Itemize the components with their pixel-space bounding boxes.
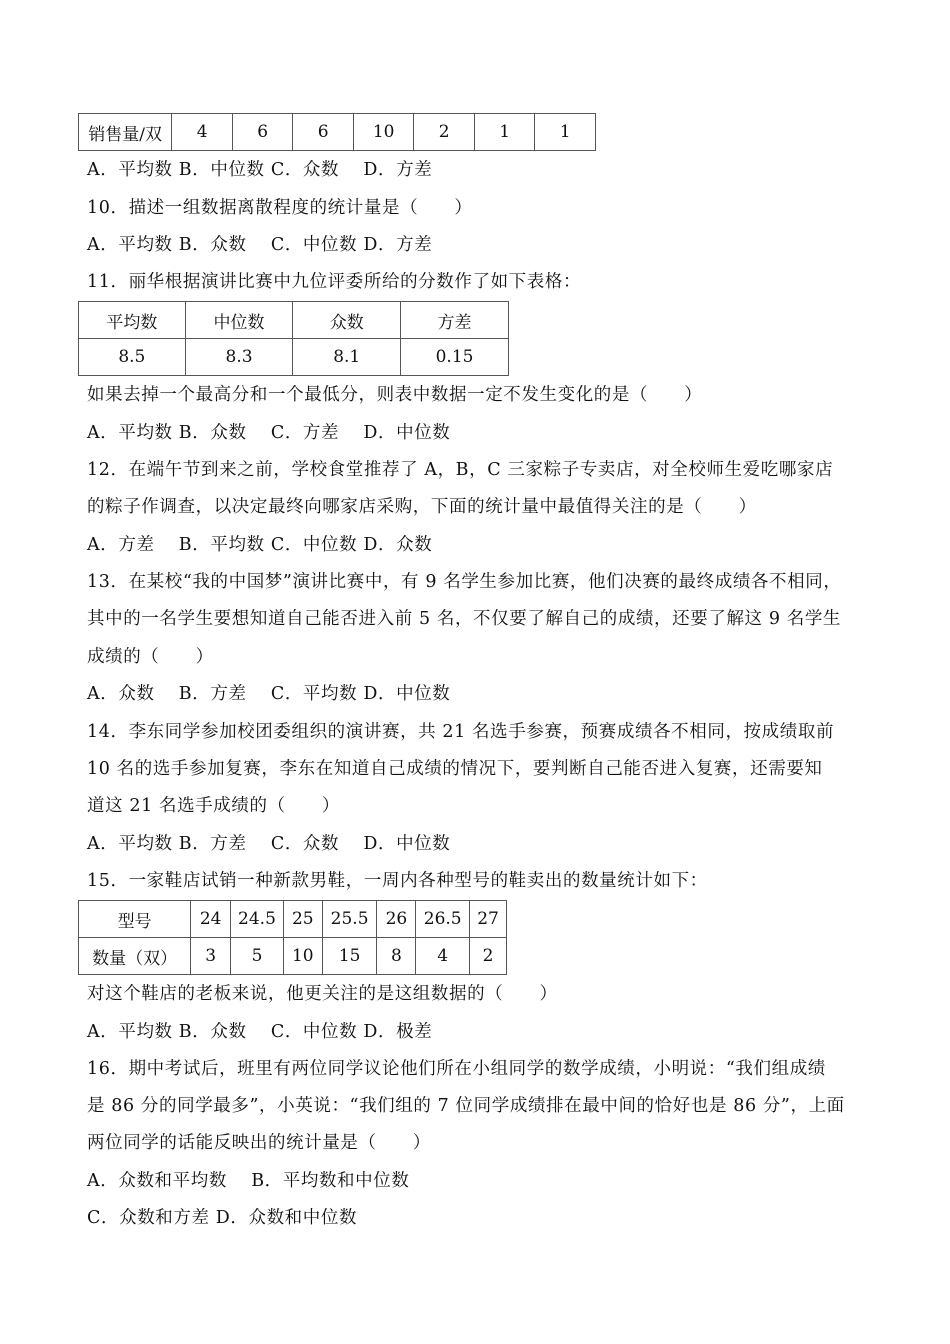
- q15-question: 对这个鞋店的老板来说，他更关注的是这组数据的（ ）: [87, 984, 558, 1004]
- q14-stem-line-2: 10 名的选手参加复赛，李东在知道自己成绩的情况下，要判断自己能否进入复赛，还需要知: [87, 759, 823, 779]
- table-cell: 6: [232, 114, 293, 151]
- table-row: [79, 302, 509, 339]
- q9-options: A．平均数 B．中位数 C．众数 D．方差: [87, 160, 433, 180]
- table-row: [79, 938, 507, 975]
- table-cell: 5: [231, 938, 284, 975]
- q13-stem-line-3: 成绩的（ ）: [87, 647, 214, 667]
- table-cell: 25: [283, 901, 322, 938]
- table-cell: 6: [293, 114, 354, 151]
- table-cell: 3: [191, 938, 231, 975]
- table-cell: 24.5: [231, 901, 284, 938]
- q16-stem-line-3: 两位同学的话能反映出的统计量是（ ）: [87, 1133, 431, 1153]
- score-table: [78, 301, 509, 376]
- table-cell: 26: [377, 901, 416, 938]
- table-cell: 1: [474, 114, 535, 151]
- table-cell: 2: [414, 114, 475, 151]
- q14-stem-line-3: 道这 21 名选手成绩的（ ）: [87, 796, 340, 816]
- table-header: 中位数: [185, 302, 293, 339]
- table-cell: 25.5: [322, 901, 377, 938]
- q16-stem-line-1: 16．期中考试后，班里有两位同学议论他们所在小组同学的数学成绩，小明说：“我们组成绩: [87, 1059, 826, 1079]
- sales-table: [78, 113, 596, 151]
- q12-stem-line-1: 12．在端午节到来之前，学校食堂推荐了 A，B，C 三家粽子专卖店，对全校师生爱吃哪家店: [87, 460, 834, 480]
- q10-options: A．平均数 B．众数 C．中位数 D．方差: [87, 235, 433, 255]
- table-cell: 15: [322, 938, 377, 975]
- table-cell: 1: [535, 114, 596, 151]
- table-cell: 26.5: [416, 901, 470, 938]
- table-cell: 24: [191, 901, 231, 938]
- table-cell: 8.3: [185, 339, 293, 376]
- table-header: 型号: [79, 901, 191, 938]
- table-header: 平均数: [79, 302, 186, 339]
- q12-stem-line-2: 的粽子作调查，以决定最终向哪家店采购，下面的统计量中最值得关注的是（ ）: [87, 497, 757, 517]
- q12-options: A．方差 B．平均数 C．中位数 D．众数: [87, 535, 433, 555]
- q16-options-line-1: A．众数和平均数 B．平均数和中位数: [87, 1171, 410, 1191]
- table-header: 方差: [401, 302, 509, 339]
- table-cell: 10: [353, 114, 414, 151]
- q14-options: A．平均数 B．方差 C．众数 D．中位数: [87, 834, 451, 854]
- shoe-size-table: [78, 900, 507, 975]
- q16-options-line-2: C．众数和方差 D．众数和中位数: [87, 1208, 358, 1228]
- table-header: 众数: [293, 302, 401, 339]
- q15-stem: 15．一家鞋店试销一种新款男鞋，一周内各种型号的鞋卖出的数量统计如下：: [87, 871, 708, 891]
- table-cell: 8.1: [293, 339, 401, 376]
- q13-options: A．众数 B．方差 C．平均数 D．中位数: [87, 684, 451, 704]
- table-cell: 销售量/双: [79, 114, 172, 151]
- table-cell: 2: [470, 938, 507, 975]
- table-row: [79, 339, 509, 376]
- table-row: [79, 114, 596, 151]
- table-cell: 4: [172, 114, 233, 151]
- q14-stem-line-1: 14．李东同学参加校团委组织的演讲赛，共 21 名选手参赛，预赛成绩各不相同，按成绩取前: [87, 722, 835, 742]
- q11-stem: 11．丽华根据演讲比赛中九位评委所给的分数作了如下表格：: [87, 272, 582, 292]
- q11-options: A．平均数 B．众数 C．方差 D．中位数: [87, 423, 451, 443]
- table-header: 数量（双）: [79, 938, 191, 975]
- table-cell: 10: [283, 938, 322, 975]
- q13-stem-line-1: 13．在某校“我的中国梦”演讲比赛中，有 9 名学生参加比赛，他们决赛的最终成绩各不相同，: [87, 572, 842, 592]
- q13-stem-line-2: 其中的一名学生要想知道自己能否进入前 5 名，不仅要了解自己的成绩，还要了解这 9 名学生: [87, 609, 842, 629]
- table-cell: 8.5: [79, 339, 186, 376]
- table-cell: 0.15: [401, 339, 509, 376]
- q10-stem: 10．描述一组数据离散程度的统计量是（ ）: [87, 198, 473, 218]
- q16-stem-line-2: 是 86 分的同学最多”，小英说：“我们组的 7 位同学成绩排在最中间的恰好也是 86 分”，上面: [87, 1096, 845, 1116]
- table-cell: 27: [470, 901, 507, 938]
- table-row: [79, 901, 507, 938]
- q11-question: 如果去掉一个最高分和一个最低分，则表中数据一定不发生变化的是（ ）: [87, 385, 703, 405]
- table-cell: 4: [416, 938, 470, 975]
- table-cell: 8: [377, 938, 416, 975]
- q15-options: A．平均数 B．众数 C．中位数 D．极差: [87, 1022, 433, 1042]
